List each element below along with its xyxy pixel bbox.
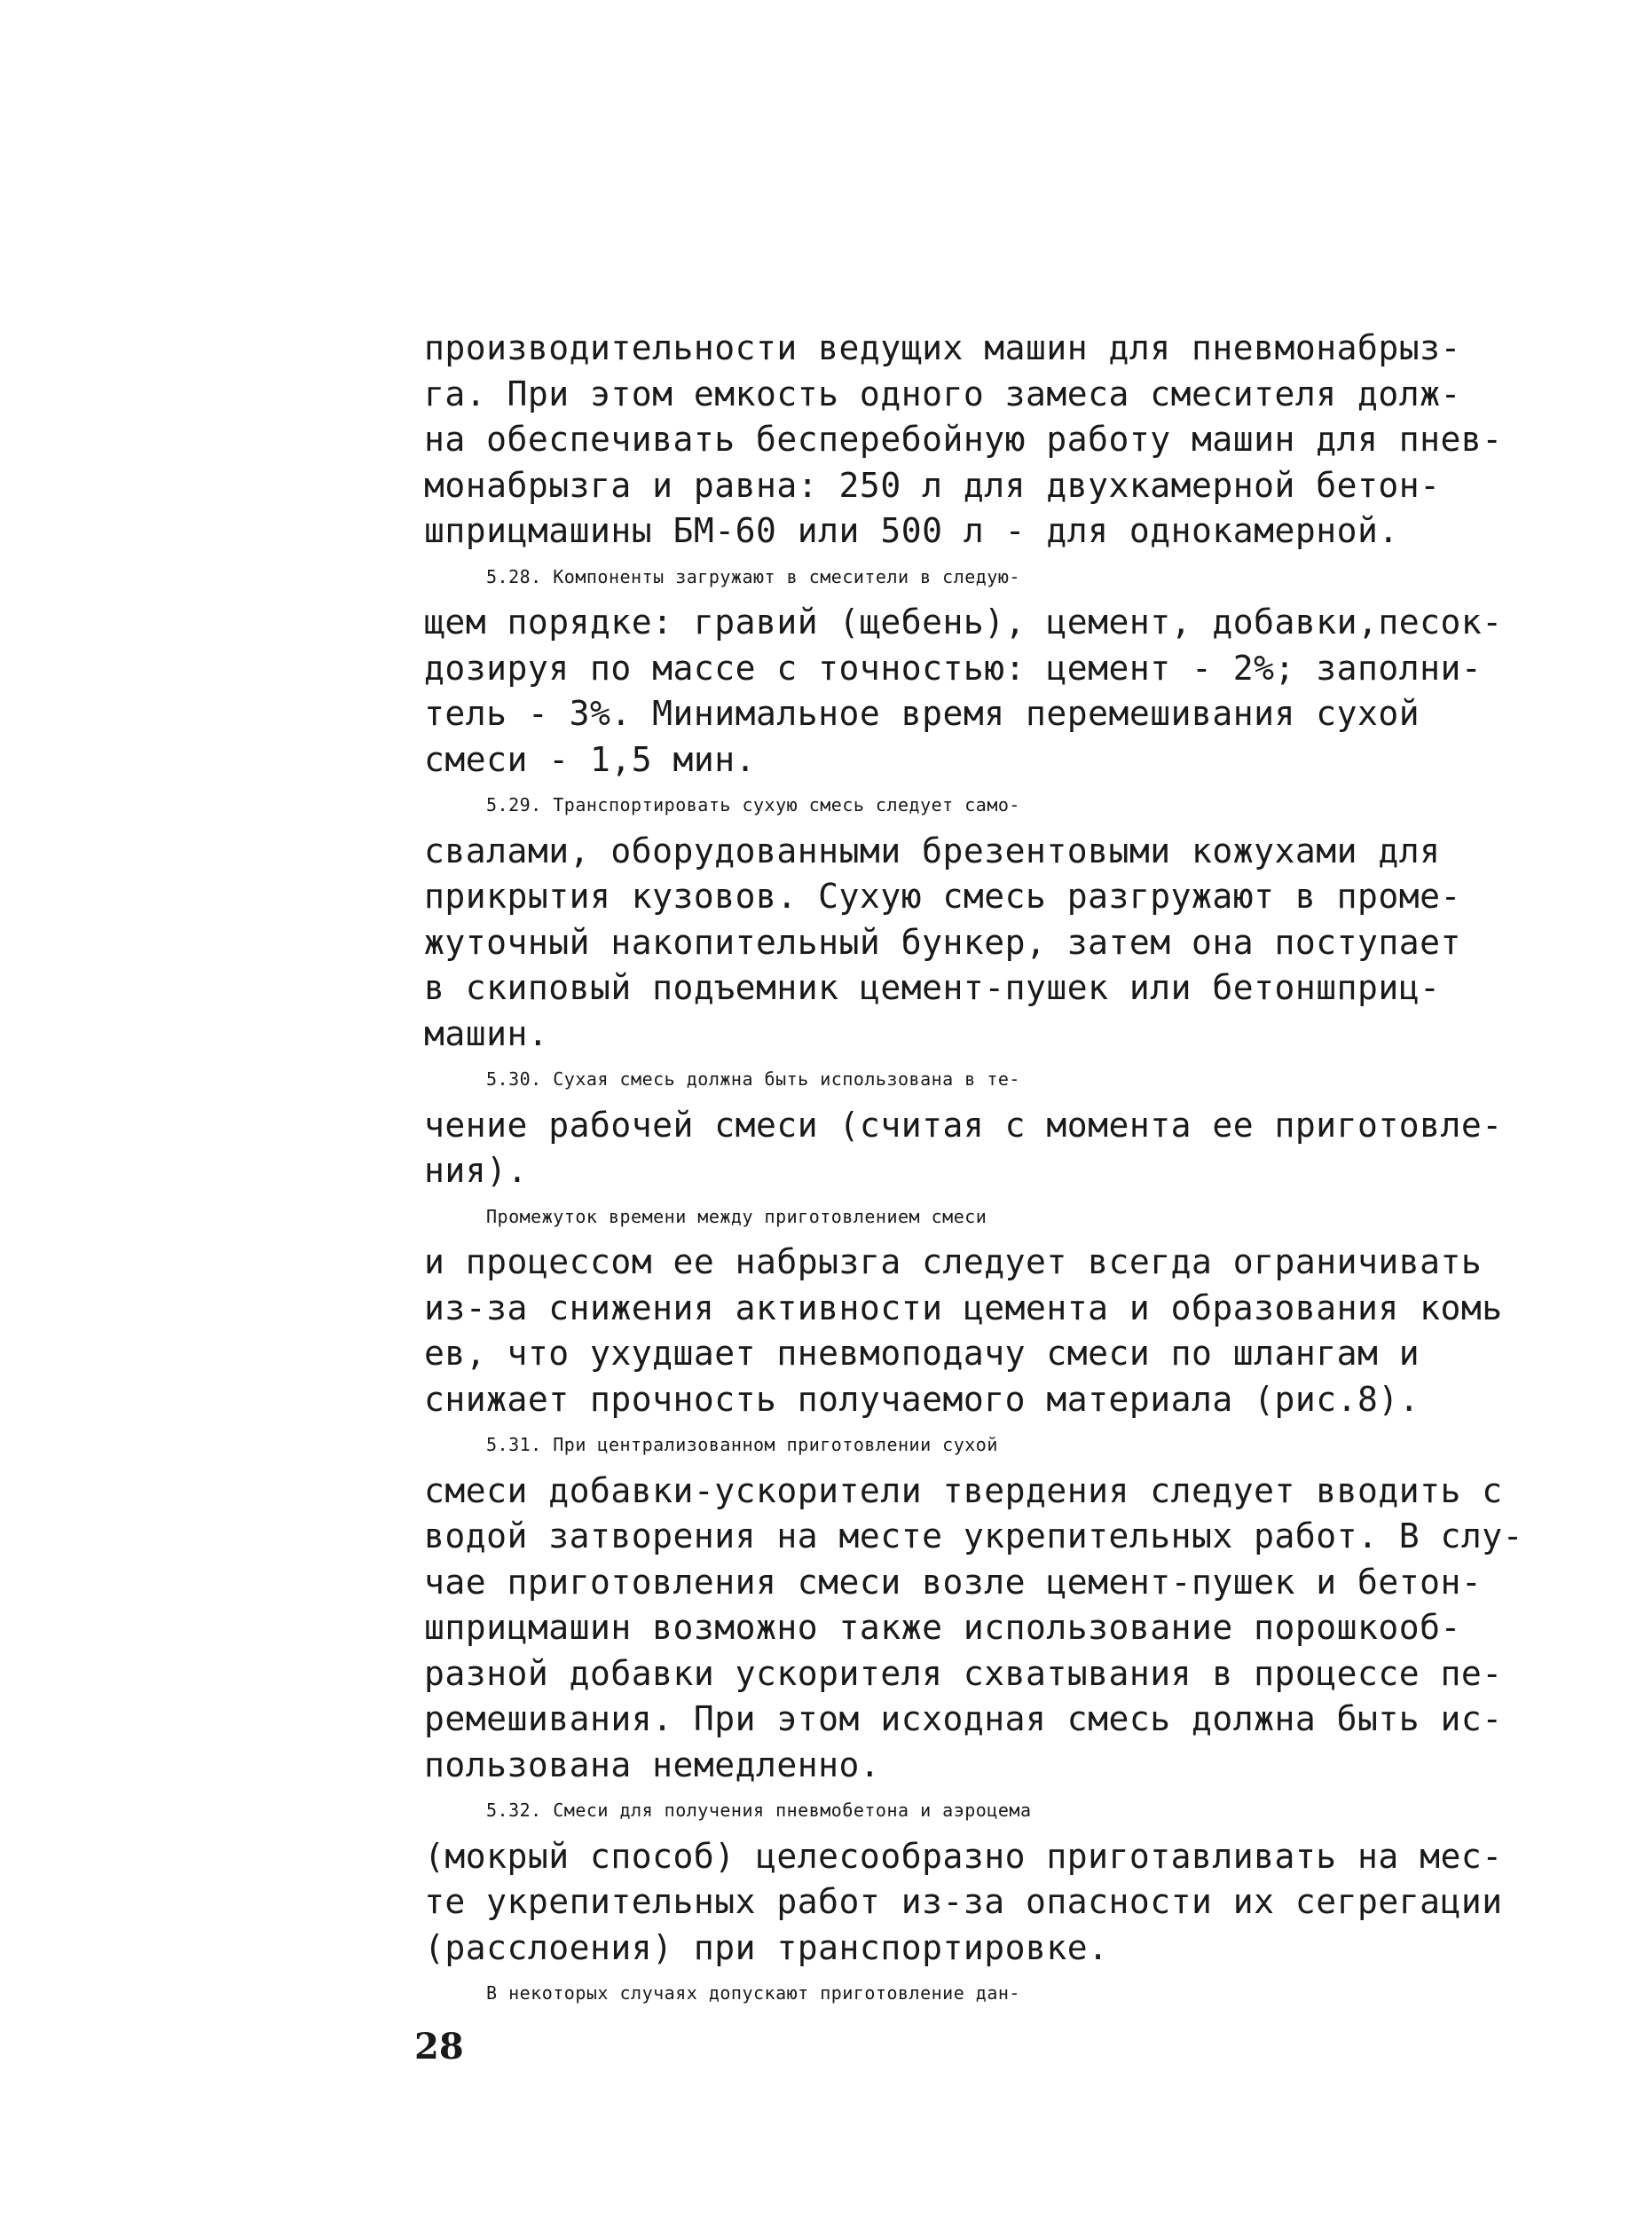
text-line: из-за снижения активности цемента и образования комь [424,1288,1503,1327]
text-line: разной добавки ускорителя схватывания в процессе пе- [424,1653,1503,1693]
page-number: 28 [414,2026,464,2067]
text-line: смеси добавки-ускорители твердения следует вводить с [424,1470,1503,1510]
text-line: чение рабочей смеси (считая с момента ее приготовле- [424,1105,1503,1145]
text-line: 5.30. Сухая смесь должна быть использована в те- [486,1068,1020,1090]
text-line: дозируя по массе с точностью: цемент - 2%; заполни- [424,648,1483,688]
text-line: на обеспечивать бесперебойную работу машин для пнев- [424,420,1503,459]
text-line: ев, что ухудшает пневмоподачу смеси по шлангам и [424,1334,1420,1373]
text-line: и процессом ее набрызга следует всегда ограничивать [424,1242,1483,1281]
text-line: (мокрый способ) целесообразно приготавливать на мес- [424,1836,1503,1876]
text-line: шприцмашины БМ-60 или 500 л - для однокамерной. [424,511,1399,550]
text-line: шприцмашин возможно также использование порошкооб- [424,1608,1461,1647]
text-line: тель - 3%. Минимальное время перемешивания сухой [424,694,1420,733]
text-line: В некоторых случаях допускают приготовление дан- [486,1982,1020,2004]
text-line: свалами, оборудованными брезентовыми кожухами для [424,831,1441,870]
text-line: прикрытия кузовов. Сухую смесь разгружают в проме- [424,877,1461,916]
text-line: щем порядке: гравий (щебень), цемент, добавки,песок- [424,603,1503,642]
text-line: пользована немедленно. [424,1745,881,1784]
text-line: 5.28. Компоненты загружают в смесители в следую- [486,565,1020,587]
text-line: чае приготовления смеси возле цемент-пушек и бетон- [424,1562,1483,1602]
text-line: 5.29. Транспортировать сухую смесь следует само- [486,794,1020,815]
text-line: ния). [424,1151,528,1190]
text-line: (расслоения) при транспортировке. [424,1927,1109,1967]
text-line: 5.31. При централизованном приготовлении сухой [486,1434,998,1455]
text-line: монабрызга и равна: 250 л для двухкамерной бетон- [424,465,1441,505]
text-line: жуточный накопительный бункер, затем она поступает [424,922,1461,962]
body-text [424,326,1577,2017]
text-line: в скиповый подъемник цемент-пушек или бетоншприц- [424,968,1441,1007]
text-line: Промежуток времени между приготовлением смеси [486,1205,987,1227]
text-line: га. При этом емкость одного замеса смесителя долж- [424,374,1461,413]
text-line: 5.32. Смеси для получения пневмобетона и аэроцема [486,1800,1032,1821]
text-line: ремешивания. При этом исходная смесь должна быть ис- [424,1699,1503,1738]
text-line: снижает прочность получаемого материала (рис.8). [424,1379,1420,1419]
text-line: смеси - 1,5 мин. [424,739,757,779]
text-line: машин. [424,1013,549,1053]
text-line: те укрепительных работ из-за опасности их сегрегации [424,1882,1503,1921]
text-line: производительности ведущих машин для пневмонабрыз- [424,328,1461,367]
text-line: водой затворения на месте укрепительных работ. В слу- [424,1516,1524,1555]
